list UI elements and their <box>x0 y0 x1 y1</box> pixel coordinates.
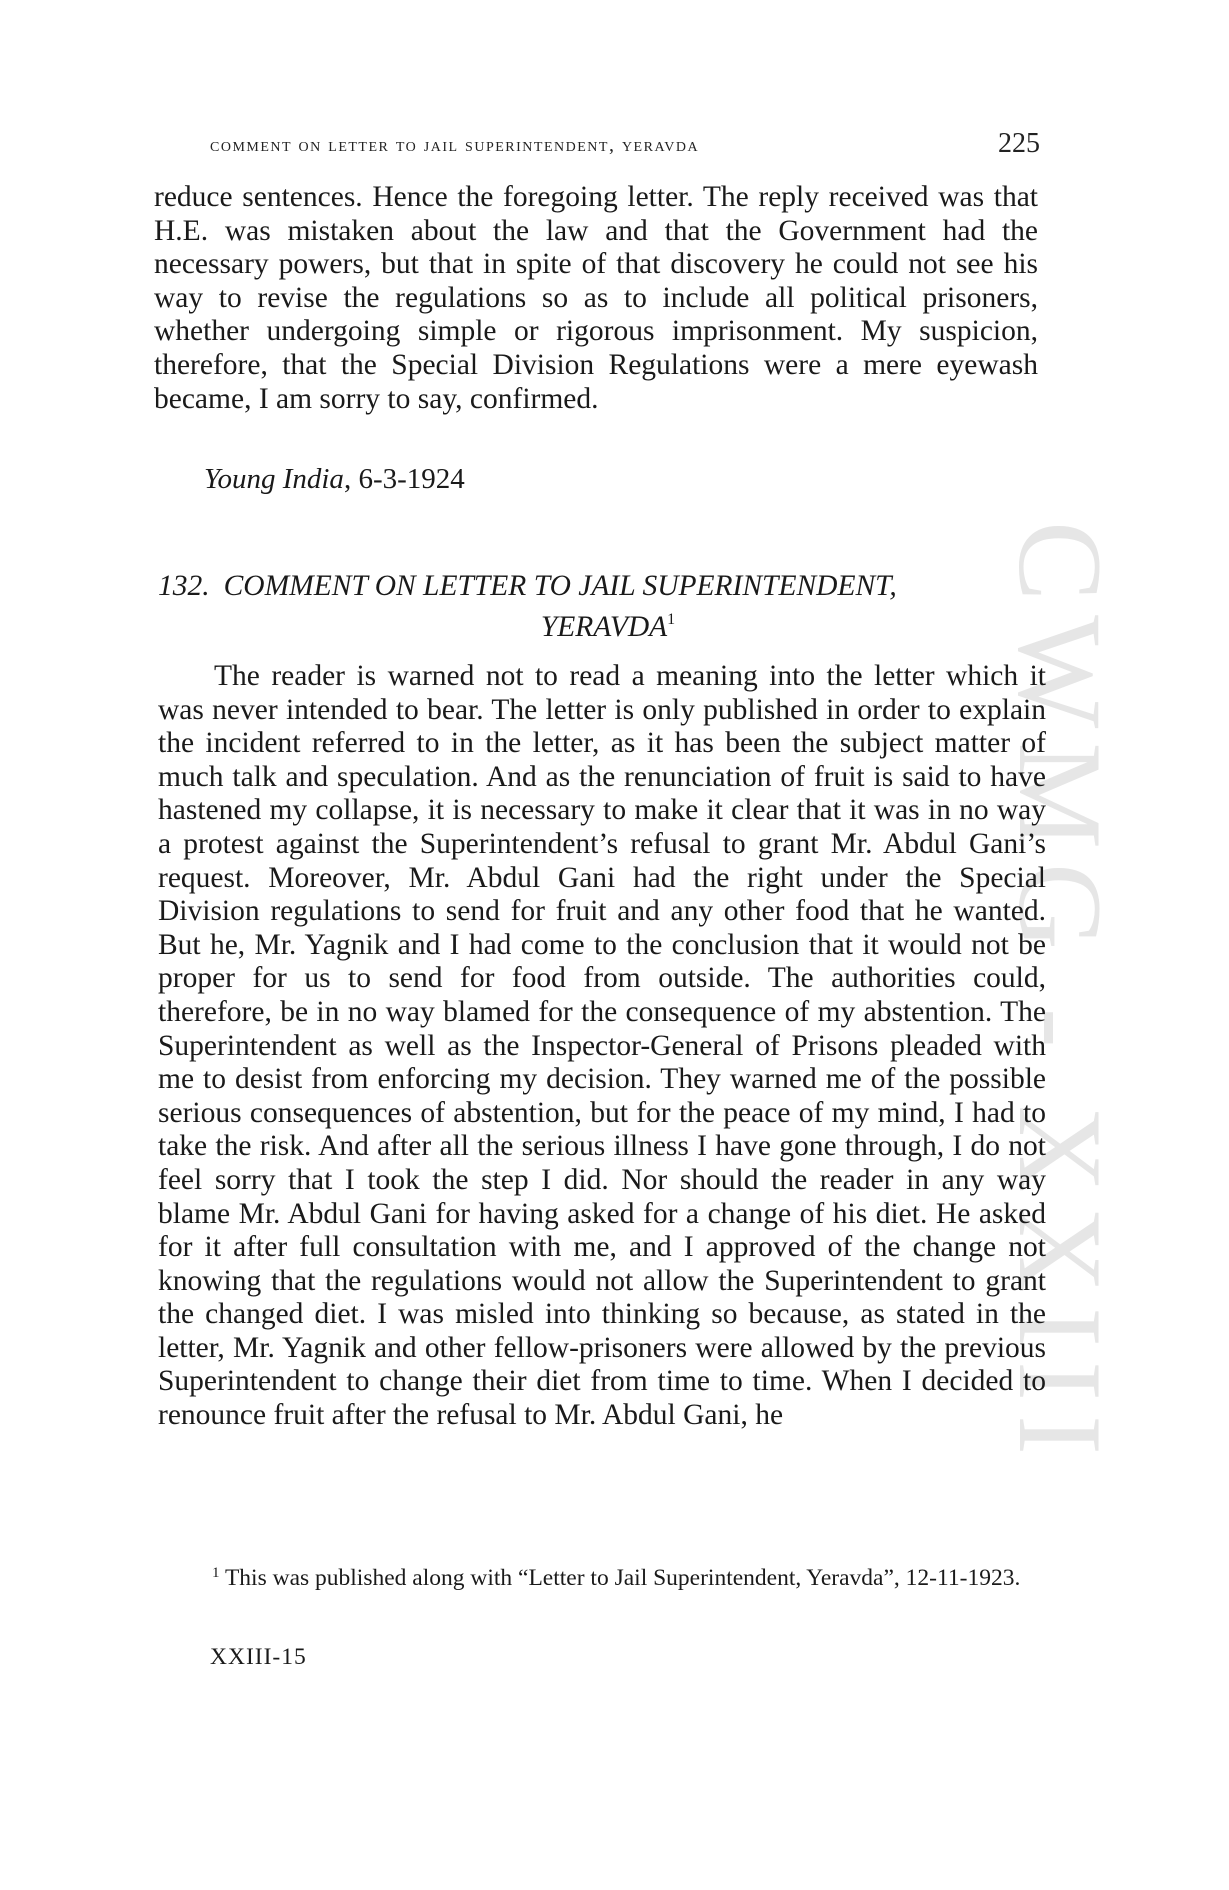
source-citation <box>204 462 465 496</box>
page-number: 225 <box>998 128 1040 159</box>
footnote-marker: 1 <box>212 1565 220 1581</box>
body-paragraph: The reader is warned not to read a meaning into the letter which it was never intended to bear. The letter is only published in order to explain the incident referred to in the letter, as it has been the subject matter of much talk and speculation. And as the renunciation of fruit is said to have hastened my collapse, it is necessary to make it clear that it was in no way a protest against the Superintendent’s refusal to grant Mr. Abdul Gani’s request. Moreover, Mr. Abdul Gani had the right under the Special Division regulations to send for fruit and any other food that he wanted. But he, Mr. Yagnik and I had come to the conclusion that it would not be proper for us to send for food from outside. The authorities could, therefore, be in no way blamed for the consequence of my abstention. The Superintendent as well as the Inspector-General of Prisons pleaded with me to desist from enforcing my decision. They warned me of the possible serious consequences of abstention, but for the peace of my mind, I had to take the risk. And after all the serious illness I have gone through, I do not feel sorry that I took the step I did. Nor should the reader in any way blame Mr. Abdul Gani for having asked for a change of his diet. He asked for it after full consultation with me, and I approved of the change not knowing that the regulations would not allow the Superintendent to grant the changed diet. I was misled into thinking so because, as stated in the letter, Mr. Yagnik and other fellow-prisoners were allowed by the previous Superintendent to change their diet from time to time. When I decided to renounce fruit after the refusal to Mr. Abdul Gani, he <box>158 660 1046 1432</box>
continued-paragraph <box>154 181 1038 416</box>
watermark-text: CWMG - XXIII <box>994 521 1127 1469</box>
heading-line-1 <box>158 569 1038 603</box>
footnote-text: This was published along with “Letter to Jail Superintendent, Yeravda”, 12-11-1923. <box>224 1565 1021 1591</box>
source-publication: Young India <box>204 463 344 495</box>
source-date: , 6-3-1924 <box>343 463 465 495</box>
article-body <box>158 660 1046 1433</box>
signature-mark: XXIII-15 <box>210 1644 307 1670</box>
heading-title-line-1: COMMENT ON LETTER TO JAIL SUPERINTENDENT, <box>223 570 897 602</box>
running-title: comment on letter to jail superintendent, yeravda <box>210 134 700 156</box>
footnote-reference: 1 <box>667 611 676 628</box>
paragraph-text: reduce sentences. Hence the foregoing letter. The reply received was that H.E. was mistaken about the law and that the Government had the necessary powers, but that in spite of that discovery he could not see his way to revise the regulations so as to include all political prisoners, whether undergoing simple or rigorous imprisonment. My suspicion, therefore, that the Special Division Regulations were a mere eyewash became, I am sorry to say, confirmed. <box>154 181 1038 415</box>
heading-line-2 <box>158 603 1038 644</box>
section-heading <box>158 569 1038 644</box>
running-header <box>210 128 1040 159</box>
section-number: 132. <box>158 570 210 602</box>
footnote <box>158 1557 1046 1595</box>
heading-title-line-2: YERAVDA <box>540 611 668 643</box>
